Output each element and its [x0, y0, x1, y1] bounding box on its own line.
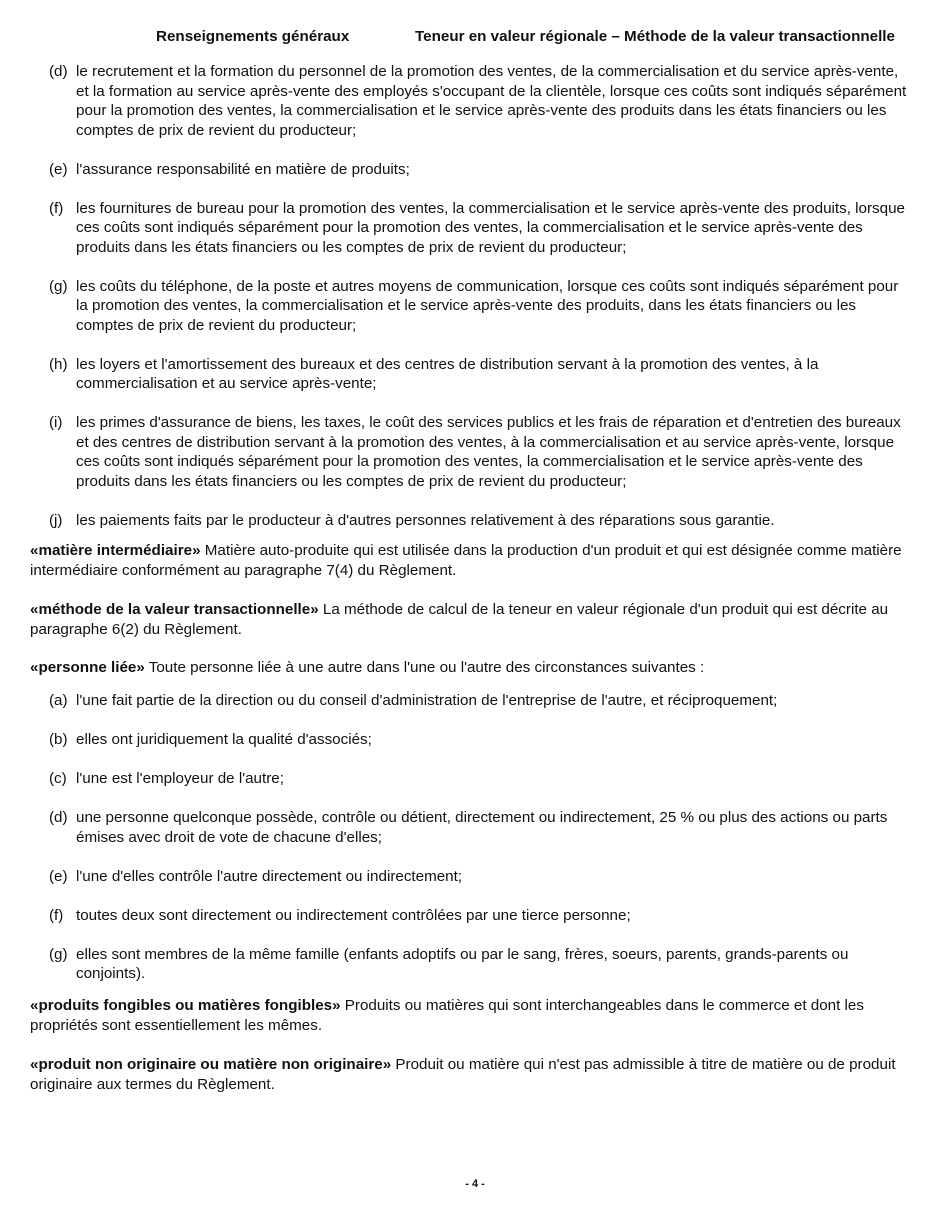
definition-term: «méthode de la valeur transactionnelle» [30, 601, 319, 618]
item-text: une personne quelconque possède, contrôle ou détient, directement ou indirectement, 25 % ou plus des actions ou parts émises avec droit de vote de chacune d'elles; [76, 809, 888, 846]
list-item [49, 199, 914, 258]
item-label: (b) [49, 731, 68, 748]
item-text: l'assurance responsabilité en matière de produits; [76, 160, 410, 178]
header-document-title: Teneur en valeur régionale – Méthode de la valeur transactionnelle [415, 28, 895, 45]
list-item [49, 867, 914, 887]
definition-text: Toute personne liée à une autre dans l'une ou l'autre des circonstances suivantes : [144, 659, 705, 676]
item-label: (h) [49, 355, 68, 373]
page-number: - 4 - [465, 1178, 485, 1190]
item-label: (e) [49, 160, 68, 178]
item-label: (f) [49, 199, 64, 217]
cost-list [49, 62, 914, 550]
item-text: elles sont membres de la même famille (enfants adoptifs ou par le sang, frères, soeurs, parents, grands-parents ou conjoints). [76, 945, 849, 982]
definition-term: «personne liée» [30, 659, 145, 676]
item-text: le recrutement et la formation du personnel de la promotion des ventes, de la commercialisation et du service après-vente, et la formation au service après-vente des employés s'occupant de la clientèle, lorsque ces coûts sont indiqués séparément pour la promotion des ventes, la commercialisation et le service après-vente des produits dans les états financiers ou les comptes de prix de revient du producteur; [76, 63, 907, 139]
list-item [49, 511, 914, 531]
item-label: (g) [49, 277, 68, 295]
definition-term: «matière intermédiaire» [30, 542, 201, 559]
item-label: (d) [49, 63, 68, 80]
item-label: (d) [49, 809, 68, 826]
definition-matiere-intermediaire [30, 541, 920, 580]
definition-personne-liee [30, 658, 920, 678]
item-text: elles ont juridiquement la qualité d'associés; [76, 731, 372, 748]
list-item [49, 691, 914, 711]
definition-term: «produit non originaire ou matière non originaire» [30, 1056, 392, 1073]
definition-text: Matière auto-produite qui est utilisée dans la production d'un produit et qui est désignée comme matière intermédiaire conformément au paragraphe 7(4) du Règlement. [30, 542, 902, 579]
item-label: (e) [49, 867, 68, 885]
list-item [49, 945, 914, 984]
definition-methode-valeur-transactionnelle [30, 600, 920, 639]
item-text: les primes d'assurance de biens, les taxes, le coût des services publics et les frais de réparation et d'entretien des bureaux et des centres de distribution servant à la promotion des ventes, à la commercialisation et au service après-vente, lorsque ces coûts sont indiqués séparément pour la promotion des ventes, la commercialisation et le service après-vente des produits dans les états financiers ou les comptes de prix de revient du producteur; [76, 414, 901, 490]
list-item [49, 413, 914, 491]
definition-text: Produits ou matières qui sont interchangeables dans le commerce et dont les propriétés sont essentiellement les mêmes. [30, 997, 864, 1034]
related-person-list [49, 691, 914, 1003]
list-item [49, 355, 914, 394]
list-item [49, 277, 914, 336]
item-label: (g) [49, 945, 68, 963]
item-label: (i) [49, 414, 63, 431]
list-item [49, 62, 914, 140]
item-text: l'une est l'employeur de l'autre; [76, 770, 284, 787]
definition-produits-fongibles [30, 996, 920, 1035]
item-text: les paiements faits par le producteur à d'autres personnes relativement à des réparations sous garantie. [76, 511, 775, 529]
item-label: (j) [49, 511, 63, 529]
definition-produit-non-originaire [30, 1055, 920, 1094]
list-item [49, 160, 914, 180]
list-item [49, 906, 914, 926]
page-header [0, 27, 950, 47]
header-section-title: Renseignements généraux [156, 28, 350, 45]
definition-term: «produits fongibles ou matières fongibles» [30, 997, 341, 1014]
item-text: l'une fait partie de la direction ou du conseil d'administration de l'entreprise de l'autre, et réciproquement; [76, 692, 778, 709]
list-item [49, 730, 914, 750]
item-label: (c) [49, 770, 67, 787]
item-text: l'une d'elles contrôle l'autre directement ou indirectement; [76, 867, 463, 885]
item-text: les loyers et l'amortissement des bureaux et des centres de distribution servant à la promotion des ventes, à la commercialisation et au service après-vente; [76, 355, 819, 392]
definition-text: Produit ou matière qui n'est pas admissible à titre de matière ou de produit originaire aux termes du Règlement. [30, 1056, 896, 1093]
item-label: (f) [49, 906, 64, 924]
list-item [49, 808, 914, 847]
item-text: toutes deux sont directement ou indirectement contrôlées par une tierce personne; [76, 906, 631, 924]
item-label: (a) [49, 692, 68, 709]
definition-text: La méthode de calcul de la teneur en valeur régionale d'un produit qui est décrite au paragraphe 6(2) du Règlement. [30, 601, 889, 638]
item-text: les fournitures de bureau pour la promotion des ventes, la commercialisation et le service après-vente des produits, lorsque ces coûts sont indiqués séparément pour la promotion des ventes, la commercialisation et le service après-vente des produits dans les états financiers ou les comptes de prix de revient du producteur; [76, 199, 905, 256]
list-item [49, 769, 914, 789]
item-text: les coûts du téléphone, de la poste et autres moyens de communication, lorsque ces coûts sont indiqués séparément pour la promotion des ventes, la commercialisation et le service après-vente des produits, dans les états financiers ou les comptes de prix de revient du producteur; [76, 277, 899, 334]
